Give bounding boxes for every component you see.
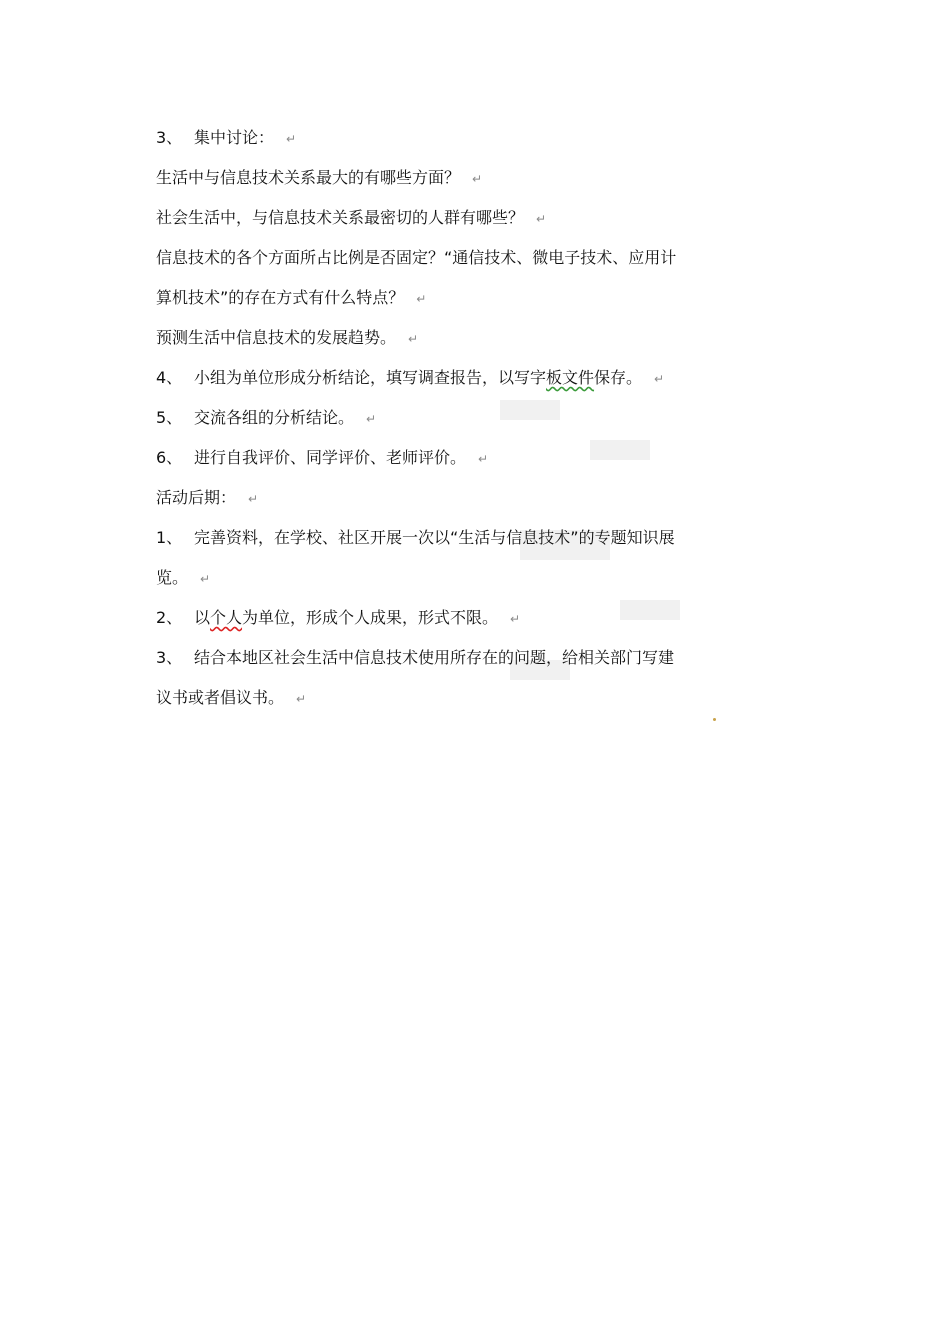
paragraph-mark-icon: ↵ [366, 412, 377, 426]
line-text: 小组为单位形成分析结论，填写调查报告，以写字 [194, 368, 547, 387]
line-1 [156, 126, 716, 150]
line-text: 议书或者倡议书。 [156, 688, 285, 707]
line-4 [156, 246, 716, 270]
item-number: 5、 [156, 408, 183, 427]
paragraph-mark-icon: ↵ [416, 292, 427, 306]
line-11 [156, 526, 716, 550]
line-2 [156, 166, 716, 190]
line-text: 进行自我评价、同学评价、老师评价。 [194, 448, 467, 467]
line-8 [156, 406, 716, 430]
paragraph-mark-icon: ↵ [286, 132, 297, 146]
paragraph-mark-icon: ↵ [510, 612, 521, 626]
line-text: 预测生活中信息技术的发展趋势。 [156, 328, 397, 347]
line-6 [156, 326, 716, 350]
line-text: 信息技术的各个方面所占比例是否固定？“通信技术、微电子技术、应用计 [156, 248, 677, 267]
line-3 [156, 206, 716, 230]
line-text: 以 [194, 608, 211, 627]
line-text: 保存。 [594, 368, 643, 387]
line-text: 完善资料，在学校、社区开展一次以“生活与信息技术”的专题知识展 [194, 528, 675, 547]
paragraph-mark-icon: ↵ [408, 332, 419, 346]
paragraph-mark-icon: ↵ [536, 212, 547, 226]
line-text: 结合本地区社会生活中信息技术使用所存在的问题，给相关部门写建 [194, 648, 675, 667]
line-text: 社会生活中，与信息技术关系最密切的人群有哪些？ [156, 208, 525, 227]
line-text: 交流各组的分析结论。 [194, 408, 355, 427]
item-number: 6、 [156, 448, 183, 467]
paragraph-mark-icon: ↵ [200, 572, 211, 586]
line-14 [156, 646, 716, 670]
line-text: 为单位，形成个人成果，形式不限。 [242, 608, 499, 627]
item-number: 1、 [156, 528, 183, 547]
paragraph-mark-icon: ↵ [472, 172, 483, 186]
line-text: 算机技术”的存在方式有什么特点？ [156, 288, 405, 307]
line-text: 生活中与信息技术关系最大的有哪些方面？ [156, 168, 461, 187]
paragraph-mark-icon: ↵ [654, 372, 665, 386]
line-text: 览。 [156, 568, 189, 587]
stray-dot [713, 718, 716, 721]
item-number: 4、 [156, 368, 183, 387]
item-number: 3、 [156, 648, 183, 667]
line-9 [156, 446, 716, 470]
line-text: 活动后期： [156, 488, 237, 507]
item-number: 3、 [156, 128, 183, 147]
line-7 [156, 366, 716, 390]
paragraph-mark-icon: ↵ [478, 452, 489, 466]
line-13 [156, 606, 716, 630]
line-15 [156, 686, 716, 710]
line-text: 集中讨论： [194, 128, 275, 147]
grammar-flag-text: 板文件 [546, 368, 595, 387]
line-5 [156, 286, 716, 310]
spelling-flag-text: 个人 [210, 608, 243, 627]
paragraph-mark-icon: ↵ [296, 692, 307, 706]
item-number: 2、 [156, 608, 183, 627]
line-12 [156, 566, 716, 590]
paragraph-mark-icon: ↵ [248, 492, 259, 506]
line-10 [156, 486, 716, 510]
